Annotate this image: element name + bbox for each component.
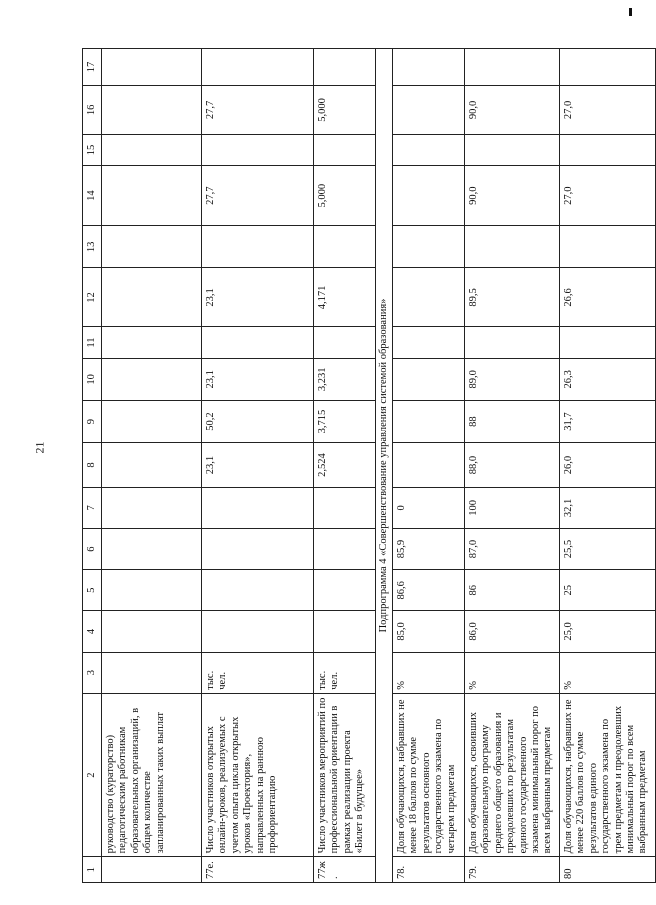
row-number: 77ж. [314,857,376,883]
value-cell: 86,6 [393,570,465,611]
value-cell [102,134,202,165]
value-cell: 25,0 [560,611,656,652]
value-cell [393,49,465,86]
header-cell: 15 [83,134,102,165]
value-cell: 31,7 [560,400,656,442]
value-cell: 87,0 [465,528,560,569]
value-cell: 90,0 [465,85,560,134]
value-cell [202,226,314,268]
value-cell: 88 [465,400,560,442]
value-cell [202,570,314,611]
value-cell: 4,171 [314,268,376,327]
header-cell: 7 [83,487,102,528]
value-cell [560,327,656,358]
value-cell [393,327,465,358]
value-cell: 86 [465,570,560,611]
value-cell [102,268,202,327]
value-cell [393,166,465,226]
header-cell: 16 [83,85,102,134]
header-row [83,49,102,883]
header-cell: 10 [83,358,102,400]
value-cell: 89,5 [465,268,560,327]
value-cell: 26,3 [560,358,656,400]
value-cell [393,358,465,400]
value-cell [465,226,560,268]
value-cell: 86,0 [465,611,560,652]
indicator-name: Число участников открытых онлайн-уроков, реализуемых с учетом опыта цикла открытых уроков «Проектория», направленных на раннюю профориентацию [202,693,314,857]
header-cell: 13 [83,226,102,268]
value-cell [393,226,465,268]
value-cell [102,570,202,611]
table-row [314,49,376,883]
value-cell: 90,0 [465,166,560,226]
value-cell [102,358,202,400]
value-cell: 89,0 [465,358,560,400]
unit: тыс. чел. [314,652,376,693]
value-cell: 85,0 [393,611,465,652]
page-number: 21 [32,441,47,454]
value-cell [560,134,656,165]
value-cell: 3,715 [314,400,376,442]
value-cell: 25,5 [560,528,656,569]
value-cell [102,400,202,442]
value-cell: 26,6 [560,268,656,327]
indicators-table [82,48,656,883]
header-cell: 4 [83,611,102,652]
value-cell: 25 [560,570,656,611]
unit: % [393,652,465,693]
value-cell [560,49,656,86]
row-number: 80 [560,857,656,883]
table-row [465,49,560,883]
value-cell [465,49,560,86]
value-cell [102,49,202,86]
value-cell [102,443,202,488]
value-cell [393,85,465,134]
value-cell [202,528,314,569]
value-cell [393,268,465,327]
header-cell: 11 [83,327,102,358]
value-cell [202,327,314,358]
row-number: 78. [393,857,465,883]
value-cell: 2,524 [314,443,376,488]
value-cell [314,49,376,86]
header-cell: 5 [83,570,102,611]
value-cell [314,327,376,358]
header-cell: 8 [83,443,102,488]
value-cell: 100 [465,487,560,528]
value-cell [202,487,314,528]
row-number [102,857,202,883]
header-cell: 3 [83,652,102,693]
value-cell: 85,9 [393,528,465,569]
value-cell [314,528,376,569]
indicator-name: Доля обучающихся, набравших не менее 220 баллов по сумме результатов единого государственного экзамена по трем предметам и преодолевших минимальный порог по всем выбранным предметам [560,693,656,857]
unit [102,652,202,693]
value-cell: 23,1 [202,358,314,400]
header-cell: 14 [83,166,102,226]
indicator-name: Доля обучающихся, освоивших образовательную программу среднего общего образования и преодолевших по результатам единого государственного экзамена минимальный порог по всем выбранным предметам [465,693,560,857]
section-row [376,49,393,883]
value-cell [102,487,202,528]
value-cell [102,611,202,652]
value-cell [102,85,202,134]
value-cell: 3,231 [314,358,376,400]
value-cell [465,327,560,358]
table-row [102,49,202,883]
value-cell: 27,0 [560,85,656,134]
value-cell [202,134,314,165]
value-cell [202,49,314,86]
unit: % [560,652,656,693]
value-cell [393,443,465,488]
value-cell: 27,7 [202,85,314,134]
value-cell: 27,0 [560,166,656,226]
value-cell [314,611,376,652]
value-cell [314,487,376,528]
row-number: 79. [465,857,560,883]
value-cell [102,226,202,268]
indicator-name: Число участников мероприятий по профессиональной ориентации в рамках реализации проекта «Билет в будущее» [314,693,376,857]
row-number: 77е. [202,857,314,883]
value-cell [393,400,465,442]
table-wrapper [82,48,649,883]
indicator-name: Доля обучающихся, набравших не менее 18 баллов по сумме результатов основного государственного экзамена по четырем предметам [393,693,465,857]
section-title: Подпрограмма 4 «Совершенствование управления системой образования» [376,49,393,883]
header-cell: 9 [83,400,102,442]
table-row [202,49,314,883]
value-cell [314,226,376,268]
value-cell: 88,0 [465,443,560,488]
unit: % [465,652,560,693]
value-cell [393,134,465,165]
table-row [560,49,656,883]
value-cell: 32,1 [560,487,656,528]
value-cell [314,134,376,165]
value-cell: 23,1 [202,443,314,488]
value-cell: 26,0 [560,443,656,488]
header-cell: 6 [83,528,102,569]
value-cell: 0 [393,487,465,528]
value-cell: 23,1 [202,268,314,327]
value-cell: 50,2 [202,400,314,442]
value-cell [560,226,656,268]
value-cell [102,528,202,569]
indicator-name: руководство (кураторство) педагогическим работникам образовательных организаций, в общем количестве запланированных таких выплат [102,693,202,857]
value-cell [102,327,202,358]
value-cell: 5,000 [314,85,376,134]
scan-mark [629,8,632,16]
value-cell [314,570,376,611]
value-cell [202,611,314,652]
unit: тыс. чел. [202,652,314,693]
value-cell: 5,000 [314,166,376,226]
table-row [393,49,465,883]
header-cell: 17 [83,49,102,86]
header-cell: 2 [83,693,102,857]
header-cell: 12 [83,268,102,327]
value-cell [465,134,560,165]
value-cell: 27,7 [202,166,314,226]
header-cell: 1 [83,857,102,883]
value-cell [102,166,202,226]
